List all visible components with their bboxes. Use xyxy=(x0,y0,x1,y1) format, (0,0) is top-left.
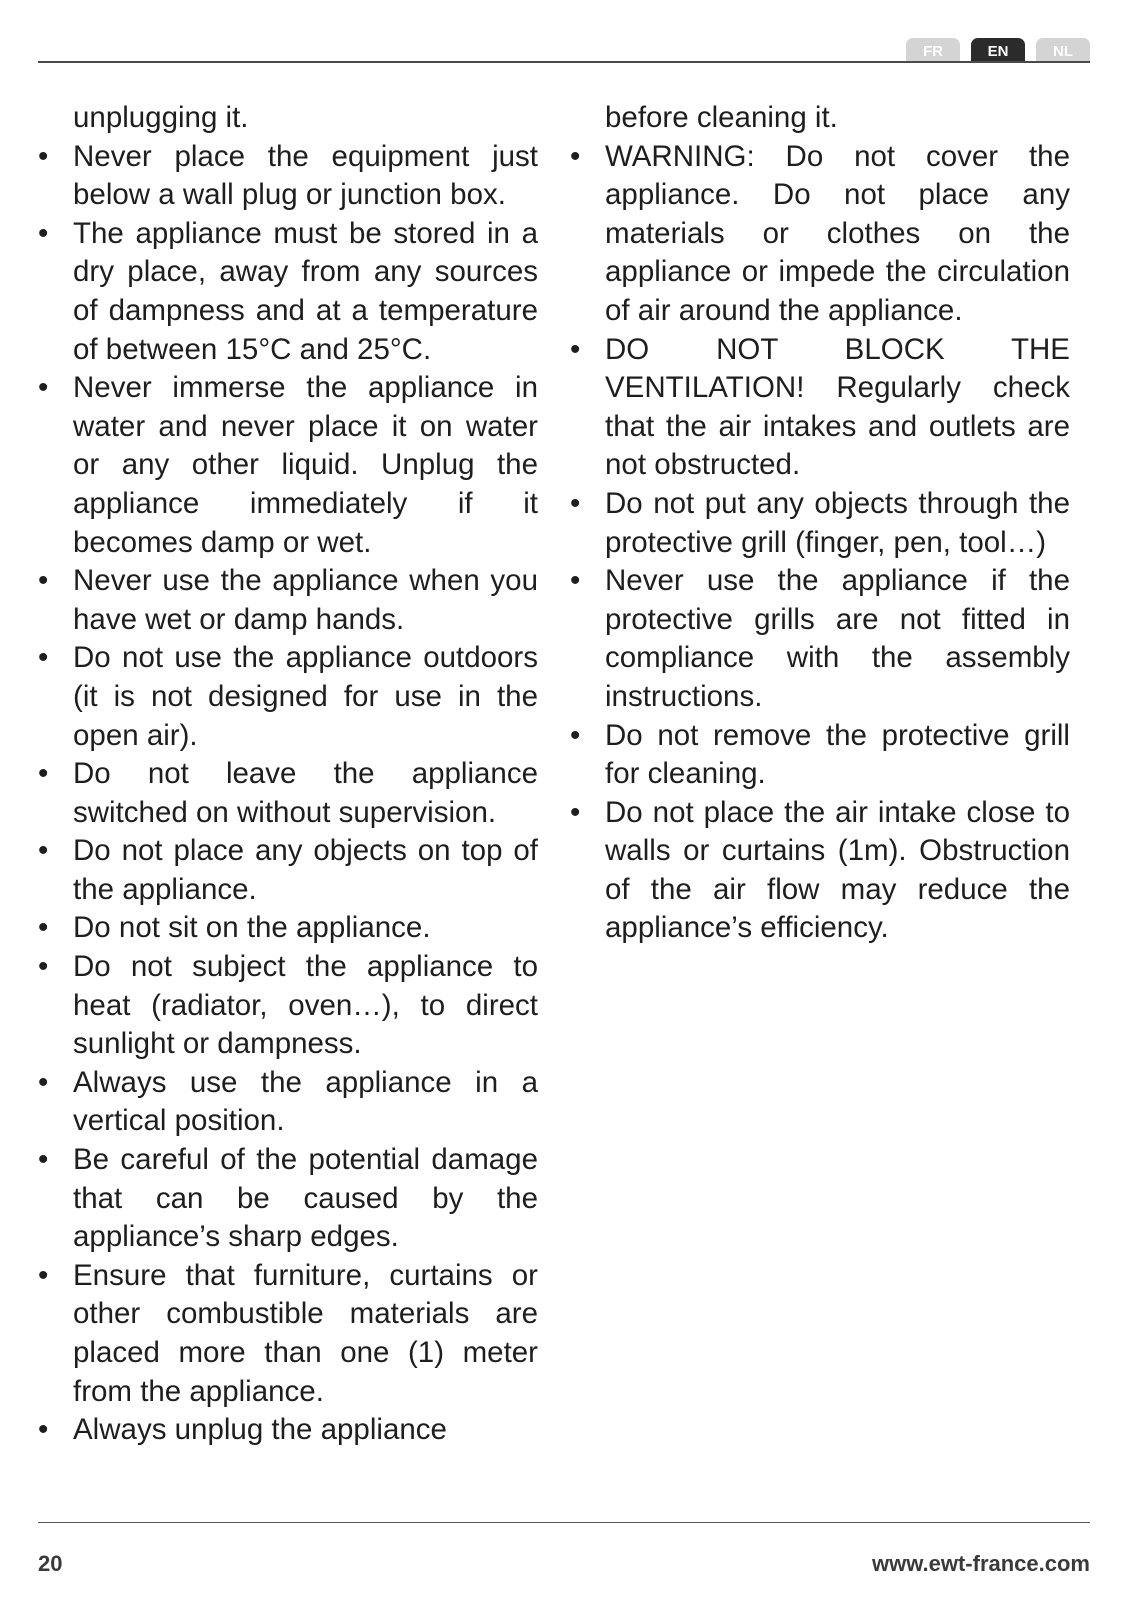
left-column xyxy=(38,99,538,1450)
bullet-icon: • xyxy=(570,795,581,829)
bullet-icon: • xyxy=(570,564,581,598)
list-item: • Do not sit on the appliance. xyxy=(38,909,538,948)
right-column-lead: before cleaning it. xyxy=(605,101,838,134)
bullet-icon: • xyxy=(570,718,581,752)
website-url[interactable]: www.ewt-france.com xyxy=(871,1551,1090,1576)
page-number: 20 xyxy=(38,1551,63,1576)
list-item: • WARNING: Do not cover the appliance. Do not place any materials or clothes on the appliance or impede the circulation of air around the appliance. xyxy=(570,139,1070,327)
bullet-icon: • xyxy=(38,371,49,405)
bullet-icon: • xyxy=(38,1258,49,1292)
list-item: • Never immerse the appliance in water and never place it on water or any other liquid. Unplug the appliance immediately if it becomes damp or wet. xyxy=(38,371,538,559)
language-tab-nl[interactable]: NL xyxy=(1036,38,1090,61)
left-column-lead: unplugging it. xyxy=(73,101,249,134)
bullet-icon: • xyxy=(38,216,49,250)
footer-divider xyxy=(38,1522,1090,1523)
language-tab-en[interactable]: EN xyxy=(971,38,1025,61)
list-item: • Do not use the appliance outdoors (it is not designed for use in the open air). xyxy=(38,641,538,752)
bullet-icon: • xyxy=(38,950,49,984)
list-item: • Do not place any objects on top of the appliance. xyxy=(38,834,538,906)
bullet-icon: • xyxy=(38,1065,49,1099)
list-item: • Always unplug the appliance xyxy=(38,1411,538,1450)
list-item: • Do not leave the appliance switched on without supervision. xyxy=(38,757,538,829)
language-tab-fr[interactable]: FR xyxy=(906,38,960,61)
language-tabs xyxy=(906,38,1090,61)
list-item: • Never use the appliance when you have wet or damp hands. xyxy=(38,564,538,636)
list-item: • DO NOT BLOCK THE VENTILATION! Regularly check that the air intakes and outlets are not obstructed. xyxy=(570,332,1070,482)
right-safety-list xyxy=(570,138,1070,948)
bullet-icon: • xyxy=(570,486,581,520)
left-safety-list xyxy=(38,138,538,1450)
list-item: • Never use the appliance if the protective grills are not fitted in compliance with the assembly instructions. xyxy=(570,564,1070,713)
bullet-icon: • xyxy=(38,834,49,868)
bullet-icon: • xyxy=(38,1413,49,1447)
bullet-icon: • xyxy=(38,641,49,675)
bullet-icon: • xyxy=(38,564,49,598)
list-item: • The appliance must be stored in a dry place, away from any sources of dampness and at a temperature of between 15°C and 25°C. xyxy=(38,216,538,366)
header-divider xyxy=(38,61,1090,63)
bullet-icon: • xyxy=(570,332,581,366)
bullet-icon: • xyxy=(38,911,49,945)
list-item: • Be careful of the potential damage that can be caused by the appliance’s sharp edges. xyxy=(38,1143,538,1254)
bullet-icon: • xyxy=(570,139,581,173)
list-item: • Ensure that furniture, curtains or other combustible materials are placed more than one (1) meter from the appliance. xyxy=(38,1258,538,1408)
bullet-icon: • xyxy=(38,757,49,791)
list-item: • Do not subject the appliance to heat (radiator, oven…), to direct sunlight or dampness. xyxy=(38,950,538,1061)
list-item: • Never place the equipment just below a wall plug or junction box. xyxy=(38,139,538,212)
list-item: • Always use the appliance in a vertical position. xyxy=(38,1065,538,1138)
list-item: • Do not remove the protective grill for cleaning. xyxy=(570,718,1070,791)
bullet-icon: • xyxy=(38,139,49,173)
list-item: • Do not put any objects through the protective grill (finger, pen, tool…) xyxy=(570,486,1070,559)
right-column xyxy=(570,99,1070,948)
bullet-icon: • xyxy=(38,1143,49,1177)
list-item: • Do not place the air intake close to walls or curtains (1m). Obstruction of the air flow may reduce the appliance’s efficiency. xyxy=(570,795,1070,945)
